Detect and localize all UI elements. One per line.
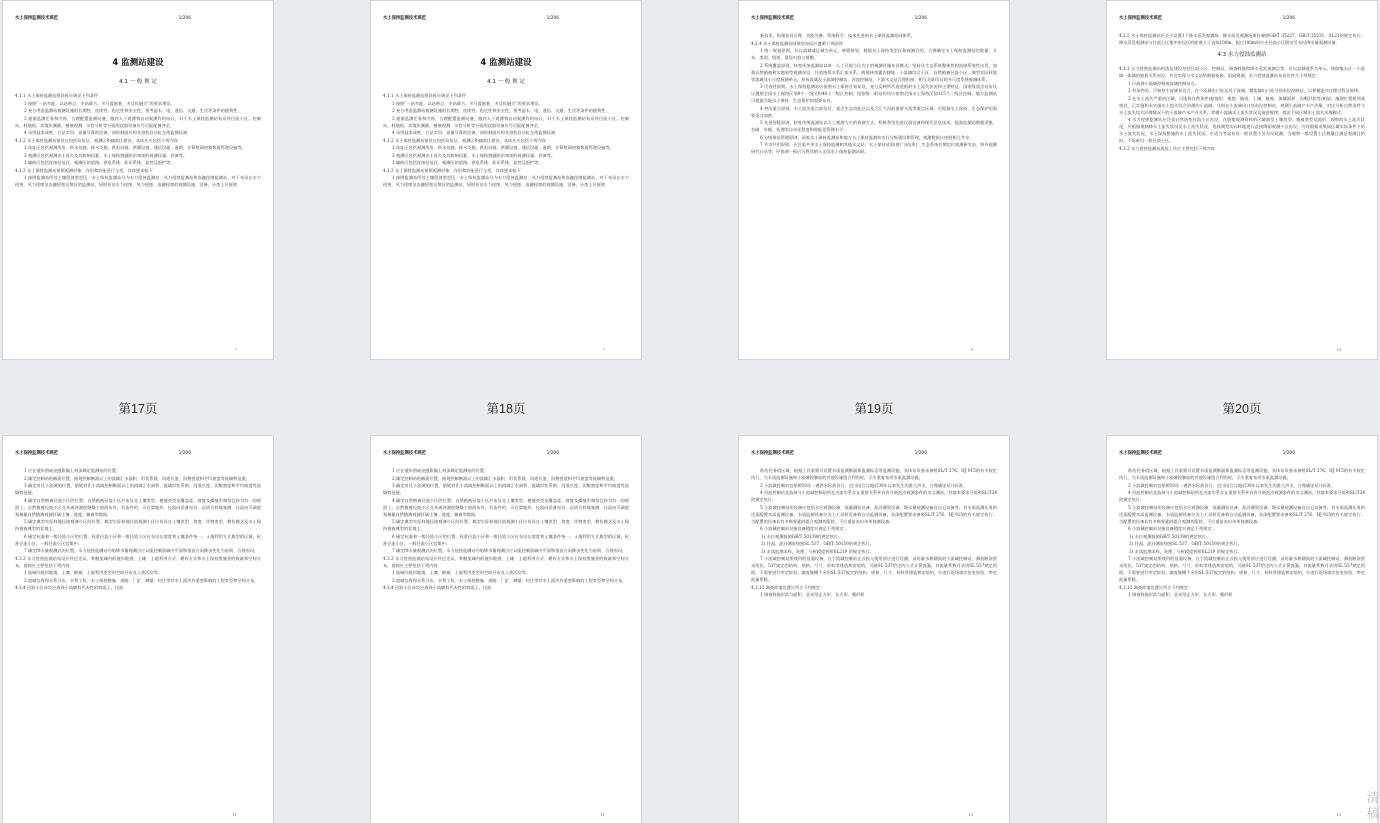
body-paragraph: 6 确定标准和一般径流小区的位置。标准径流小区和一般径流小区应布设在坡度和土壤条件统一、土地利用方式典型的区域，标准径流小区、一般径流小区宜集中。 <box>15 533 261 546</box>
body-paragraph: 4.1.3 水土保持监测站按照观测对象、作用和功能进行分类，具体要求如下： <box>15 167 157 173</box>
page-footer-number: 7 <box>602 347 605 352</box>
page-header <box>383 15 629 22</box>
body-paragraph: 4.3.12 调查样地设置应符合下列规定： <box>1119 584 1193 590</box>
body-paragraph: 1) 水位观测按照GB/T 50138的规定执行。 <box>761 533 843 539</box>
body-paragraph: 3 在水土流失严重的区域，可选择自然条件(如地形、地貌、地质、土壤、植被、流域面积、沟壑形状等)相似、地理位置相邻或相近，已实施和未实施水土流失综合治理的小流域，分别在小流域出口处布设控制站，观测小流域产水产沙量，对比分析自然条件与水土流失综合治理情况下的小流域产水产沙关系，掌握小流域水土流失状况及演进规律，提出不同区域水土流失治理模式。 <box>1119 95 1365 115</box>
section-title: 4.1 一 般 规 定 <box>487 79 525 85</box>
body-paragraph: 3 小流域控制站宜按照50年一遇洪水标准设计；也可结合当地近30年以来发生的最大洪水，合理确定设计标准。 <box>760 482 968 488</box>
body-paragraph: 6 确定标准和一般径流小区的位置。标准径流小区和一般径流小区应布设在坡度和土壤条件统一、土地利用方式典型的区域，标准径流小区、一般径流小区宜集中。 <box>383 533 629 546</box>
body-paragraph: 4.2.5 水土保持监测站应至少设置1个降水蒸发观测场。降水蒸发观测场建设参照GB/T 35227、GB/T 35231、SL21的规定执行。降水蒸发观测场与径流小区集中布设区的距离大于直线100m，超过100m时应在径流小区附近另布设降水量观测设备。 <box>1119 33 1365 45</box>
body-paragraph: 5 确定典型实际样地径流观测小区的位置。典型实际样地径流观测小区应布设在土壤类型、坡度、作物类型、耕作模式及水土保持措施典型的农地上。 <box>15 519 261 531</box>
page-header <box>15 450 261 457</box>
body-paragraph: 1 按照“一站多能、以站带点、多站联合、多尺度嵌套、多目标融合”的要求建设。 <box>24 100 175 106</box>
body-paragraph: 6 小流域控制站设施设备精度应满足下列规定： <box>760 526 848 531</box>
page-footer-number: 7 <box>234 347 237 352</box>
body-paragraph: 4 确定自然植被径流小区的位置。自然植被径流小区应布设在土壤类型、植被类型及覆盖度、坡度及微地形典型且较为均一的坡面上。自然植被径流小区宜具规顶测视频整个坡面布设，有条件的，可在梁地形、径流向设备布设，以结合样地观测，径流向可调查和测量自然植被观测区域土壤、坡度、植被等数据。 <box>383 497 629 517</box>
body-paragraph: 4.1.1 水土保持监测站建设时应满足下列条件： <box>383 93 471 98</box>
body-paragraph: 2 观测区包括观测水土流失及其影响因素、水土保持措施防治效果的观测设施、设备等。 <box>392 152 556 158</box>
page-footer-number: 11 <box>232 812 237 817</box>
body-paragraph: 4 河流控制站宜选择与小流域控制站所在河流水系存在重要关系并具有开展泥沙观测条件的水文测站，其基本要求可按照SL/T34 的规定执行。 <box>1119 490 1365 502</box>
body-paragraph: 3) 水质监测采样、处理、分析精度按照SL219 的规定执行。 <box>1129 548 1242 554</box>
body-paragraph: 2 确定控制站的断面位置，据规控制断面以上的流域汇水面积、形状系数、沟道长度、沟壑密度和平均坡度等流域特征值。 <box>392 475 618 481</box>
body-paragraph: 5 确定典型实际样地径流观测小区的位置。典型实际样地径流观测小区应布设在土壤类型、坡度、作物类型、耕作模式及水土保持措施典型的农地上。 <box>383 519 629 531</box>
body-paragraph: 4 采用技术成熟、方法实用、质量可靠的设备，同时鼓励应用先进的自动化在线监测设备。 <box>24 130 192 135</box>
page-header-title: 水土保持监测技术规范 <box>751 451 794 456</box>
page-header <box>1119 450 1365 457</box>
page-header <box>1119 15 1365 22</box>
chapter-title: 4 监测站建设 <box>112 58 164 68</box>
page-label-19: 第19页 <box>854 402 894 416</box>
body-paragraph: 1 应在地形图或遥感影像上初步确定监测站的位置。 <box>24 468 121 473</box>
section-title: 4.3 水力侵蚀监测站 <box>1217 52 1267 58</box>
body-paragraph: 2 确定控制站的断面位置，据规控制断面以上的流域汇水面积、形状系数、沟道长度、沟壑密度和平均坡度等流域特征值。 <box>24 475 250 481</box>
page-footer-number: 9 <box>970 347 973 352</box>
body-paragraph: 1 流域内地形地貌、土壤、植被、土地利用类型的空间分布及人类活动等。 <box>24 570 162 575</box>
body-paragraph: 2 流域边界和水系分布，水利工程、水土保持措施、道路、厂矿、城镇、村庄等对水土流失有重要影响的工程类型和空间分布。 <box>392 577 627 583</box>
body-paragraph: 4.1.2 水土保持监测站建设应包括站址区、观测区和辅助区建设，具体还应包括下列内容： <box>383 137 550 143</box>
body-paragraph: 2 充分考虑监测站观测设施的长期性、连续性、稳定性和安全性，要考虑水、电、通信、交通、生活等条件的便利性。 <box>24 108 242 113</box>
body-paragraph: 1 调查样地形状与面积，宜采用正方形、长方形、圆形样 <box>1128 592 1233 597</box>
body-paragraph: 3) 水质监测采样、处理、分析精度按照SL219 的规定执行。 <box>761 548 874 554</box>
body-paragraph: 1 调查样地形状与面积，宜采用正方形、长方形、圆形样 <box>760 592 865 597</box>
page-header-counter: 1/206 <box>1282 451 1295 456</box>
page-header-title: 水土保持监测技术规范 <box>383 16 426 21</box>
body-paragraph: 4.3.3 水力侵蚀监测站布设应经过论证，掌握流域内的地形地貌、土壤、土地利用方式、耕作方式和水土保持措施等的数量和空间分布，查阅应主要包括下列内容： <box>15 555 261 568</box>
body-paragraph: 1 流域内地形地貌、土壤、植被、土地利用类型的空间分布及人类活动等。 <box>392 570 530 575</box>
body-paragraph: 2 系统覆盖原则。转变传统监测站以单一人工径流小区为主的观测设施布设模式，坚持从生态系统整体性和流域系统性出发，加强自然植被和实地原型观测布设，注重统筹水系汇流关系，构建林草灌农耕地、小流域综合小区、自然植被径流小区、典型实际样地等流域及小尺度观测单元，形成流域及小流域控制站、河流控制站、下游水文站合理衔接、相互关联印证的多尺度系统观测体系。 <box>751 62 997 82</box>
body-paragraph: 4.3.12 调查样地设置应符合下列规定： <box>751 584 825 590</box>
body-paragraph: 2 充分考虑监测站观测设施的长期性、连续性、稳定性和安全性，要考虑水、电、通信、交通、生活等条件的便利性。 <box>392 108 610 113</box>
page-thumbnail-20[interactable] <box>1106 0 1378 360</box>
body-paragraph: 1 按照监测站所处土壤侵蚀类型区，水土保持监测站分为水力侵蚀监测站、风力侵蚀监测站和冻融侵蚀监测站。对于布设在水力侵蚀、风力侵蚀及冻融侵蚀交错区的监测站，同时布设水力侵蚀、风力侵蚀、冻融侵蚀的观测设施、设备，分类上应按照 <box>383 175 629 187</box>
body-paragraph: 4.1.3 水土保持监测站按照观测对象、作用和功能进行分类，具体要求如下： <box>383 167 525 173</box>
body-paragraph: 4 河流控制站宜选择与小流域控制站所在河流水系存在重要关系并具有开展泥沙观测条件的水文测站，其基本要求可按照SL/T34 的规定执行。 <box>751 490 997 502</box>
body-paragraph: 防治任务的区域，根据工作需要可设置水质监测断面和监测标志等监测设施，具体布设要求参照SL/T 276、HJ 915的有关规定执行。当水质监测设施和小流域控制站的其他设施组合利用时，不应重复布设水质监测设施。 <box>1119 468 1365 480</box>
page-header-title: 水土保持监测技术规范 <box>383 451 426 456</box>
page-header-title: 水土保持监测技术规范 <box>15 16 58 21</box>
body-paragraph: 4.3.4 径流小区布设应选择小流域有代表性的坡面上，径流 <box>383 585 492 590</box>
body-paragraph: 6 分级建设管理原则。国家水土保持监测站和地方水土保持监测站实行分级建设和管理，观测数据应按照相互共享。 <box>760 134 974 140</box>
page-header-counter: 1/206 <box>546 451 559 456</box>
body-paragraph: 4.3.3 水力侵蚀监测站布设应经过论证，掌握流域内的地形地貌、土壤、土地利用方式、耕作方式和水土保持措施等的数量和空间分布，查阅应主要包括下列内容： <box>383 555 629 568</box>
body-paragraph: 1 站址区包括观测用房、供水设施、排水设施、供电设施、供暖设施、通信设施、道路、计算机网络和数据管理设施等。 <box>24 145 246 150</box>
body-paragraph: 4 采用技术成熟、方法实用、质量可靠的设备，同时鼓励应用先进的自动化在线监测设备。 <box>392 130 560 135</box>
page-header-counter: 1/206 <box>178 451 191 456</box>
body-paragraph: 4.3.2 水力侵蚀监测站选址工作应主要包括下列内容： <box>1119 145 1219 151</box>
page-footer-number: 13 <box>1336 812 1341 817</box>
body-paragraph: 3 辅助区包括连接站址区、观测区的道路、供电系统、标识系统、监控及围栏等。 <box>392 160 543 165</box>
page-label-20: 第20页 <box>1222 402 1262 416</box>
body-paragraph: 1 按照监测站所处土壤侵蚀类型区，水土保持监测站分为水力侵蚀监测站、风力侵蚀监测站和冻融侵蚀监测站。对于布设在水力侵蚀、风力侵蚀及冻融侵蚀交错区的监测站，同时布设水力侵蚀、风力侵蚀、冻融侵蚀的观测设施、设备，分类上应按照 <box>15 175 261 187</box>
body-paragraph: 4.3.4 径流小区布设应选择小流域有代表性的坡面上，径流 <box>15 585 124 590</box>
body-paragraph: 防治任务的区域，根据工作需要可设置水质监测断面和监测标志等监测设施，具体布设要求参照SL/T 276、HJ 915的有关规定执行。当水质监测设施和小流域控制站的其他设施组合利用时，不应重复布设水质监测设施。 <box>751 468 997 480</box>
body-paragraph: 2 流域边界和水系分布，水利工程、水土保持措施、道路、厂矿、城镇、村庄等对水土流失有重要影响的工程类型和空间分布。 <box>24 577 259 583</box>
body-paragraph: 5 小流域控制站的设备应包括水位观测设备、流量测验设备、泥沙测验设备、降水量观测设备及自记设备等。有水质监测任务的还需配置水质监测设备，水质监测设备分为人工采样设备和自动监测设备，具体配置要求参照SL/T 276、HJ 915的有关规定执行。当配置的设备具有多种要素的组合观测功能时，不应重复布设单项观测设备。 <box>751 504 997 524</box>
page-header <box>751 15 997 22</box>
page-header-counter: 1/206 <box>178 16 191 21</box>
body-paragraph: 3 确定对比小流域的位置，据规对比小流域控制断面以上的流域汇水面积、流域形状系数、沟道长度、沟壑密度和平均坡度等流域特征值。 <box>15 483 261 495</box>
page-thumbnail-17[interactable] <box>2 0 274 360</box>
page-header-counter: 1/206 <box>1282 16 1295 21</box>
page-header-counter: 1/206 <box>914 451 927 456</box>
body-paragraph: 2 有条件的，可按控小流域布设点，在小流域出口处及其子流域，微流域出口处分别布设控制站，以掌握泥沙迁移过程及规律。 <box>1128 88 1363 93</box>
body-paragraph: 3 小流域控制站宜按照50年一遇洪水标准设计；也可结合当地近30年以来发生的最大洪水，合理确定设计标准。 <box>1128 482 1336 488</box>
body-paragraph: 2 观测区包括观测水土流失及其影响因素、水土保持措施防治效果的观测设施、设备等。 <box>24 152 188 158</box>
page-thumbnail-19[interactable] <box>738 0 1010 360</box>
body-paragraph: 4 水力侵蚀监测站应注重自然演变径流小区布设，在收集观测资料的区域典型土壤类型，植被类型及地形，观察的水土流失状况，应根据观测降水土流失状况及水土流失状况，选择典型实际样地进行直接降雨观测小区布设，内设数据采集同区域实际条件下的水土流失状况，水土保持措施的水土流失状况。应适当考虑布设一般设置小区布设观测，当观察一般设置小区数量过满足观测目的时，不再新设一般径流小区。 <box>1119 117 1365 143</box>
body-paragraph: 7 共享共用原则。应注重共享水土保持监测和其他水文站、水土保持试验(推广)站(所)、生态系统长期定位观测研究站、野外观测研究台站等，经协调一致后可将其纳入全国水土保持监测站网。 <box>751 142 997 154</box>
body-paragraph: 2) 径流、泥沙测验按照SL 537、GB/T 50159的规定执行。 <box>761 541 874 546</box>
body-paragraph: 4.1.2 水土保持监测站建设应包括站址区、观测区和辅助区建设，具体还应包括下列内容： <box>15 137 182 143</box>
chapter-title: 4 监测站建设 <box>480 58 532 68</box>
body-paragraph: 4.1.1 水土保持监测站建设时应满足下列条件： <box>15 93 103 98</box>
page-label-18: 第18页 <box>486 402 526 416</box>
page-thumbnail-21[interactable] <box>2 435 274 823</box>
page-header-title: 水土保持监测技术规范 <box>1119 16 1162 21</box>
body-paragraph: 4 确定自然植被径流小区的位置。自然植被径流小区应布设在土壤类型、植被类型及覆盖度、坡度及微地形典型且较为均一的坡面上。自然植被径流小区宜具规顶测视频整个坡面布设，有条件的，可在梁地形、径流向设备布设，以结合样地观测，径流向可调查和测量自然植被观测区域土壤、坡度、植被等数据。 <box>15 497 261 517</box>
body-paragraph: 4.2.4 水土保持监测站网规划布局应遵循下列原则： <box>751 40 847 46</box>
body-paragraph: 新技术，构建布局合理、功能完备、系统科学、技术先进的水土保持监测站网体系。 <box>760 33 915 38</box>
page-header-title: 水土保持监测技术规范 <box>15 451 58 456</box>
page-thumbnail-22[interactable] <box>370 435 642 823</box>
body-paragraph: 1) 水位观测按照GB/T 50138的规定执行。 <box>1129 533 1211 539</box>
section-title: 4.1 一 般 规 定 <box>119 79 157 85</box>
page-footer-number: 11 <box>600 812 605 817</box>
page-thumbnail-18[interactable] <box>370 0 642 360</box>
page-header <box>383 450 629 457</box>
body-paragraph: 7 确定降水量观测点的位置。水力侵蚀监测站内的降水量观测点应以能控制流域内平面和垂直方向降水变化为原则，合理布设。 <box>24 548 259 553</box>
page-label-17: 第17页 <box>118 402 158 416</box>
body-paragraph: 3 辅助区包括连接站址区、观测区的道路、供电系统、标识系统、监控及围栏等。 <box>24 160 175 165</box>
body-paragraph: 7 小流域控制站所使用的仪器设备，在小流域控制站正式投入使用前应进行比测，采用量水堰测流的小流域控制站，测流断面要采用比、537规定的结构、规格、尺寸、材料等建造和安装的，可按SL 537给定的公式计算流量，其流量系数可采用SL 537规定的值，不需要进行率定检验。测流堰槽不采用SL 537规定的结构、规格、尺寸、材料等建造和安装的，应进行现场或实验室检验，率定流量系数。 <box>751 556 997 582</box>
page-header-counter: 1/206 <box>546 16 559 21</box>
body-paragraph: 4 突出重点原则。水土流失重点防治区、重点生态功能区以及大江大河的重要支流等重点区域，可根据水土保持、生态保护的需要适当加密。 <box>751 105 997 118</box>
body-paragraph: 2) 径流、泥沙测验按照SL 537、GB/T 50159的规定执行。 <box>1129 541 1242 546</box>
body-paragraph: 3 代表性原则。水土保持监测站应按照水土保持区划布设，充分反映所代表范围的水土流失状况和主要特征。国家级重点站布设应遵照全国水土保持区划8个一级区和40个二级区控制；国家级一般站布设应按照全国水土保持区划115个三级区控制。地方监测站可根据当地水土保持、生态保护的需要布设。 <box>751 84 997 103</box>
body-paragraph: 6 小流域控制站设施设备精度应满足下列规定： <box>1128 526 1216 531</box>
page-header <box>15 15 261 22</box>
body-paragraph: 3 根据监测任务和内容，合理配置监测设备，做到人工观测和自动观测有机结合，对于水土保持监测站布设有径流小区、控制站、样地的，其地形测量、植被观测、实验分析等方面的仪器设备应尽可能配备齐全。 <box>15 115 261 128</box>
body-paragraph: 5 先进智能原则。转变传统监测站以人工观测为主的观测方式，积极利用先进仪器设备和现代信息技术，提高监测站数据采集、存储、传输、处理的自动化程度和智能化管理水平。 <box>751 120 997 132</box>
body-paragraph: 1 站址区包括观测用房、供水设施、排水设施、供电设施、供暖设施、通信设施、道路、计算机网络和数据管理设施等。 <box>392 145 614 150</box>
page-thumbnail-23[interactable] <box>738 435 1010 823</box>
body-paragraph: 4.3.1 水力侵蚀监测站的选址建设包括径流小区、控制站、调查样地和降水蒸发观测点等，应以流域或系为单元，按照集水区一小流域一流域的嵌套关系布设，并宜实现与水文站的数据衔接。组网观测，水力侵蚀监测站布设应符合下列规定： <box>1119 66 1365 78</box>
body-paragraph: 3 根据监测任务和内容，合理配置监测设备，做到人工观测和自动观测有机结合，对于水土保持监测站布设有径流小区、控制站、样地的，其地形测量、植被观测、实验分析等方面的仪器设备应尽可能配备齐全。 <box>383 115 629 128</box>
body-paragraph: 7 小流域控制站所使用的仪器设备，在小流域控制站正式投入使用前应进行比测，采用量水堰测流的小流域控制站，测流断面要采用比、537规定的结构、规格、尺寸、材料等建造和安装的，可按SL 537给定的公式计算流量，其流量系数可采用SL 537规定的值，不需要进行率定检验。测流堰槽不采用SL 537规定的结构、规格、尺寸、材料等建造和安装的，应进行现场或实验室检验，率定流量系数。 <box>1119 556 1365 582</box>
page-header-title: 水土保持监测技术规范 <box>1119 451 1162 456</box>
body-paragraph: 1 统一规划原则。应以流域或区域为单元，统筹规划，根据水土保持类型区和观测目的，合理确定水土保持监测站的数量、分布、类别、级别、建设内容与规模。 <box>751 48 997 60</box>
body-paragraph: 3 确定对比小流域的位置，据规对比小流域控制断面以上的流域汇水面积、流域形状系数、沟道长度、沟壑密度和平均坡度等流域特征值。 <box>383 483 629 495</box>
page-footer-number: 10 <box>1336 347 1341 352</box>
body-paragraph: 7 确定降水量观测点的位置。水力侵蚀监测站内的降水量观测点应以能控制流域内平面和垂直方向降水变化为原则，合理布设。 <box>392 548 627 553</box>
body-paragraph: 5 小流域控制站的设备应包括水位观测设备、流量测验设备、泥沙测验设备、降水量观测设备及自记设备等。有水质监测任务的还需配置水质监测设备，水质监测设备分为人工采样设备和自动监测设备，具体配置要求参照SL/T 276、HJ 915的有关规定执行。当配置的设备具有多种要素的组合观测功能时，不应重复布设单项观测设备。 <box>1119 504 1365 524</box>
page-footer-number: 13 <box>968 812 973 817</box>
page-header-title: 水土保持监测技术规范 <box>751 16 794 21</box>
page-header-counter: 1/206 <box>914 16 927 21</box>
page-thumbnail-24[interactable] <box>1106 435 1378 823</box>
body-paragraph: 1 应在地形图或遥感影像上初步确定监测站的位置。 <box>392 468 489 473</box>
body-paragraph: 1 按照“一站多能、以站带点、多站联合、多尺度嵌套、多目标融合”的要求建设。 <box>392 100 543 106</box>
body-paragraph: 1 应选择小流域控制或流域控制站点。 <box>1128 80 1199 86</box>
watermark-text: 清 稿 <box>1366 791 1380 822</box>
page-header <box>751 450 997 457</box>
